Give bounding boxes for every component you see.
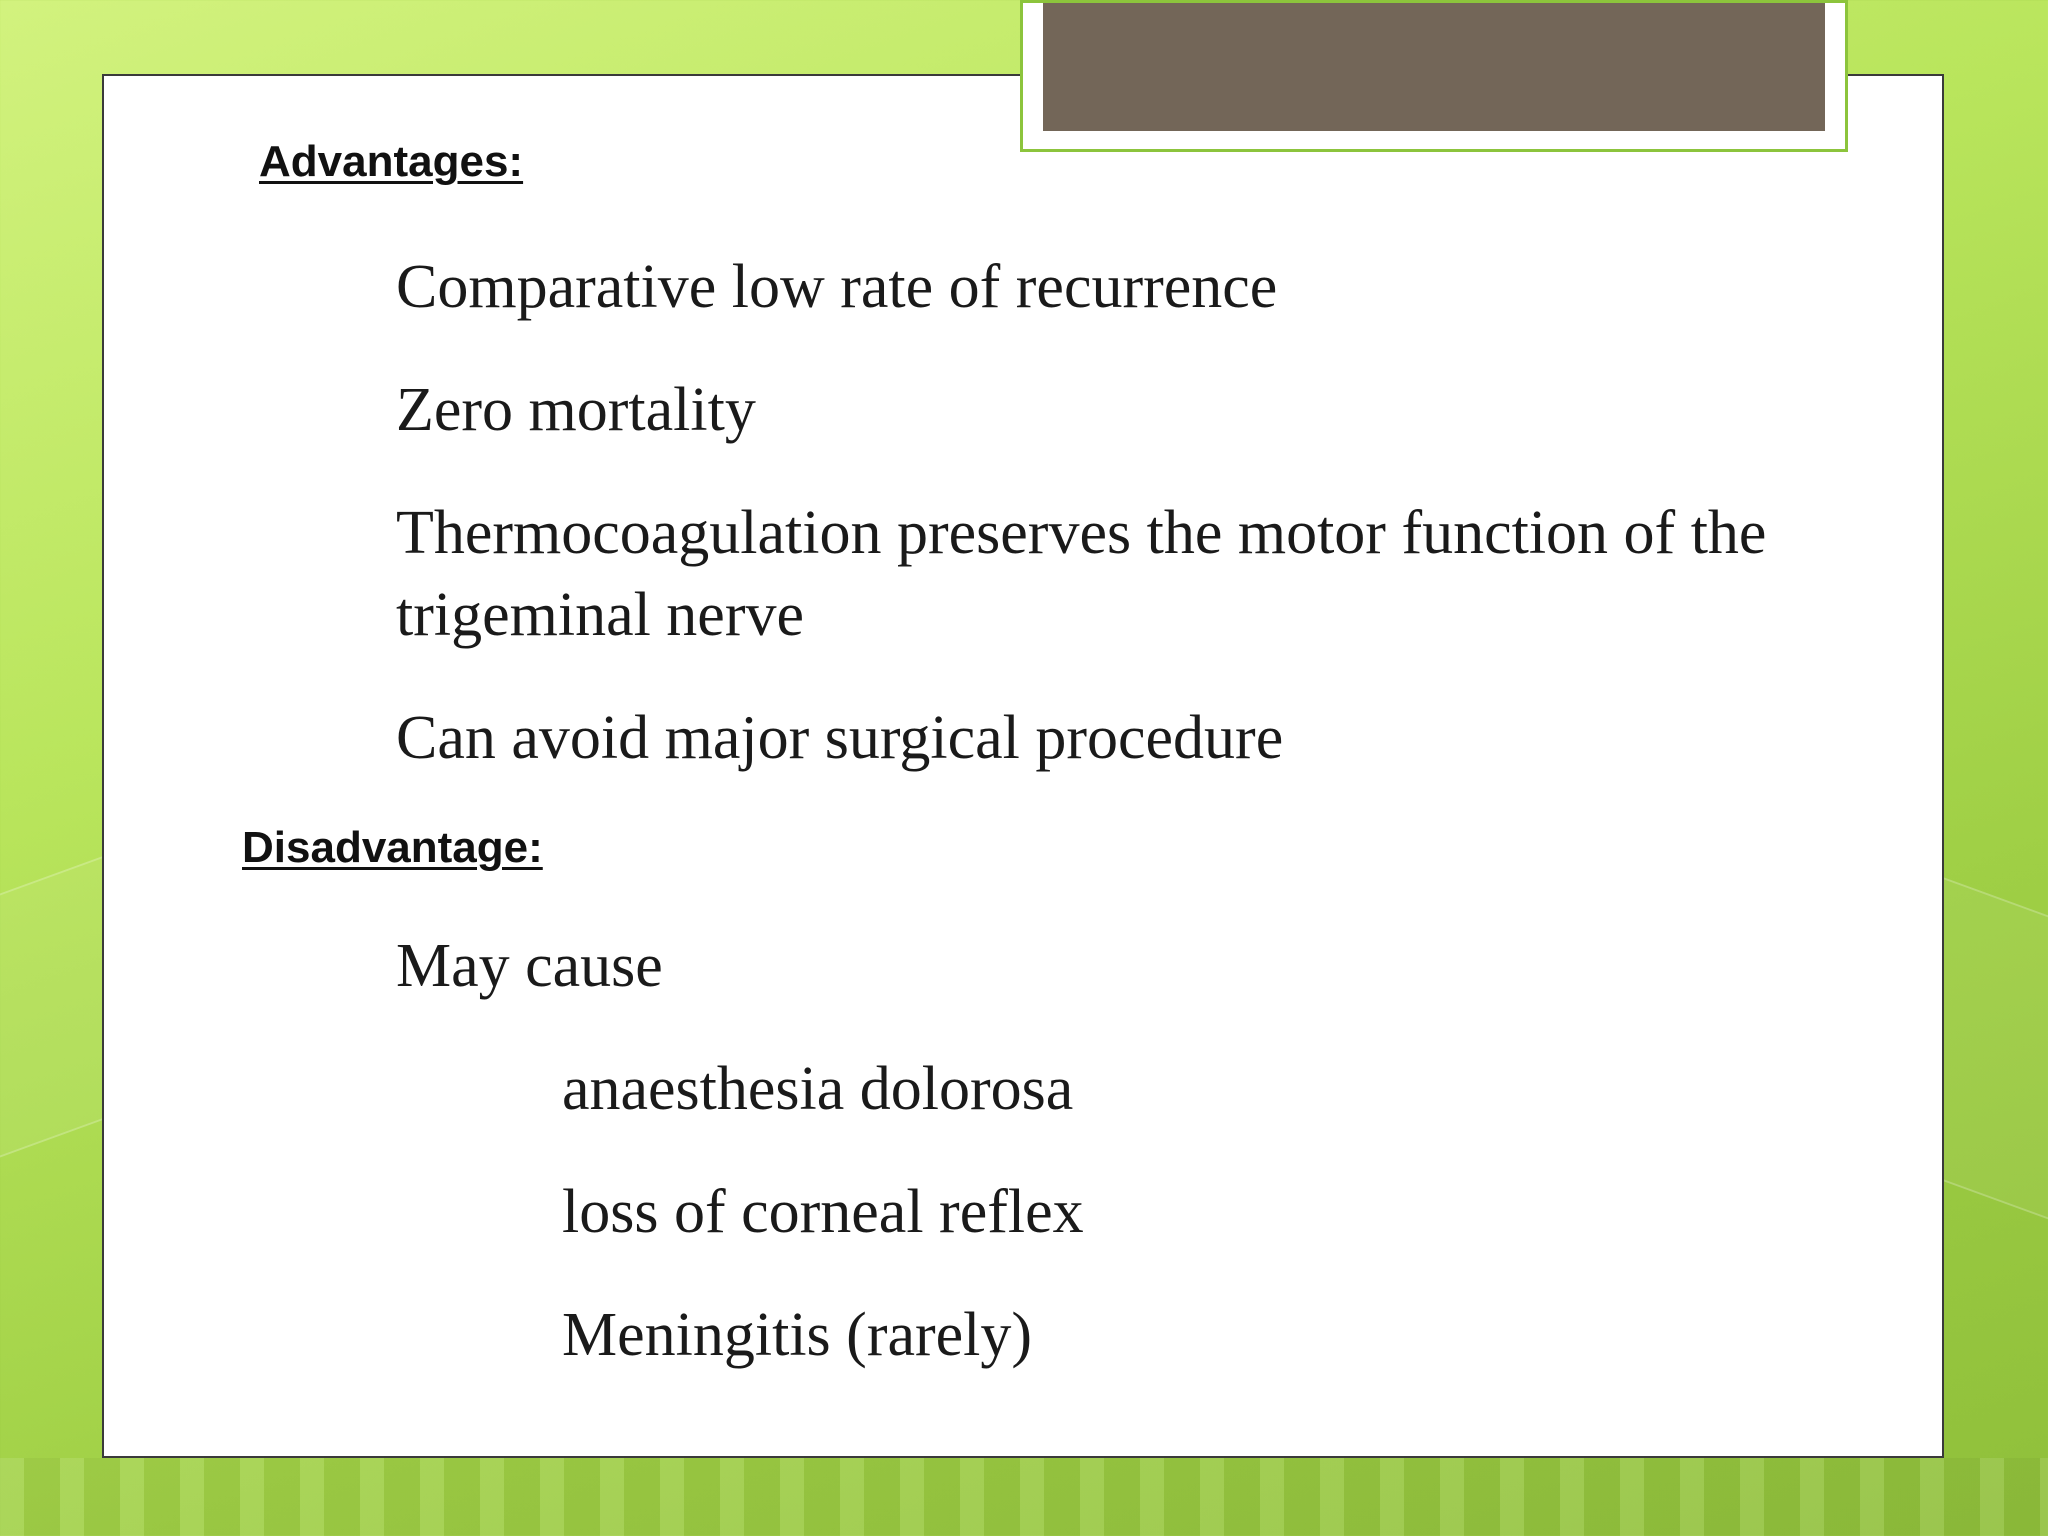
disadvantage-subitem: Meningitis (rarely) [562,1301,1033,1369]
background-hexagon-left [0,852,114,1172]
advantage-item: Comparative low rate of recurrence [396,253,1278,321]
title-placeholder-box [1020,0,1848,152]
title-placeholder-fill [1043,3,1825,131]
disadvantage-heading: Disadvantage: [242,823,543,872]
advantage-item: Zero mortality [396,376,756,444]
disadvantage-subitem: anaesthesia dolorosa [562,1055,1074,1123]
advantage-item: Can avoid major surgical procedure [396,704,1284,772]
advantage-item: Thermocoagulation preserves the motor function of the trigeminal nerve [396,499,1767,649]
disadvantage-intro: May cause [396,932,663,1000]
background-bottom-stripes [0,1458,2048,1536]
disadvantage-subitem: loss of corneal reflex [562,1178,1084,1246]
advantages-heading: Advantages: [259,137,524,186]
